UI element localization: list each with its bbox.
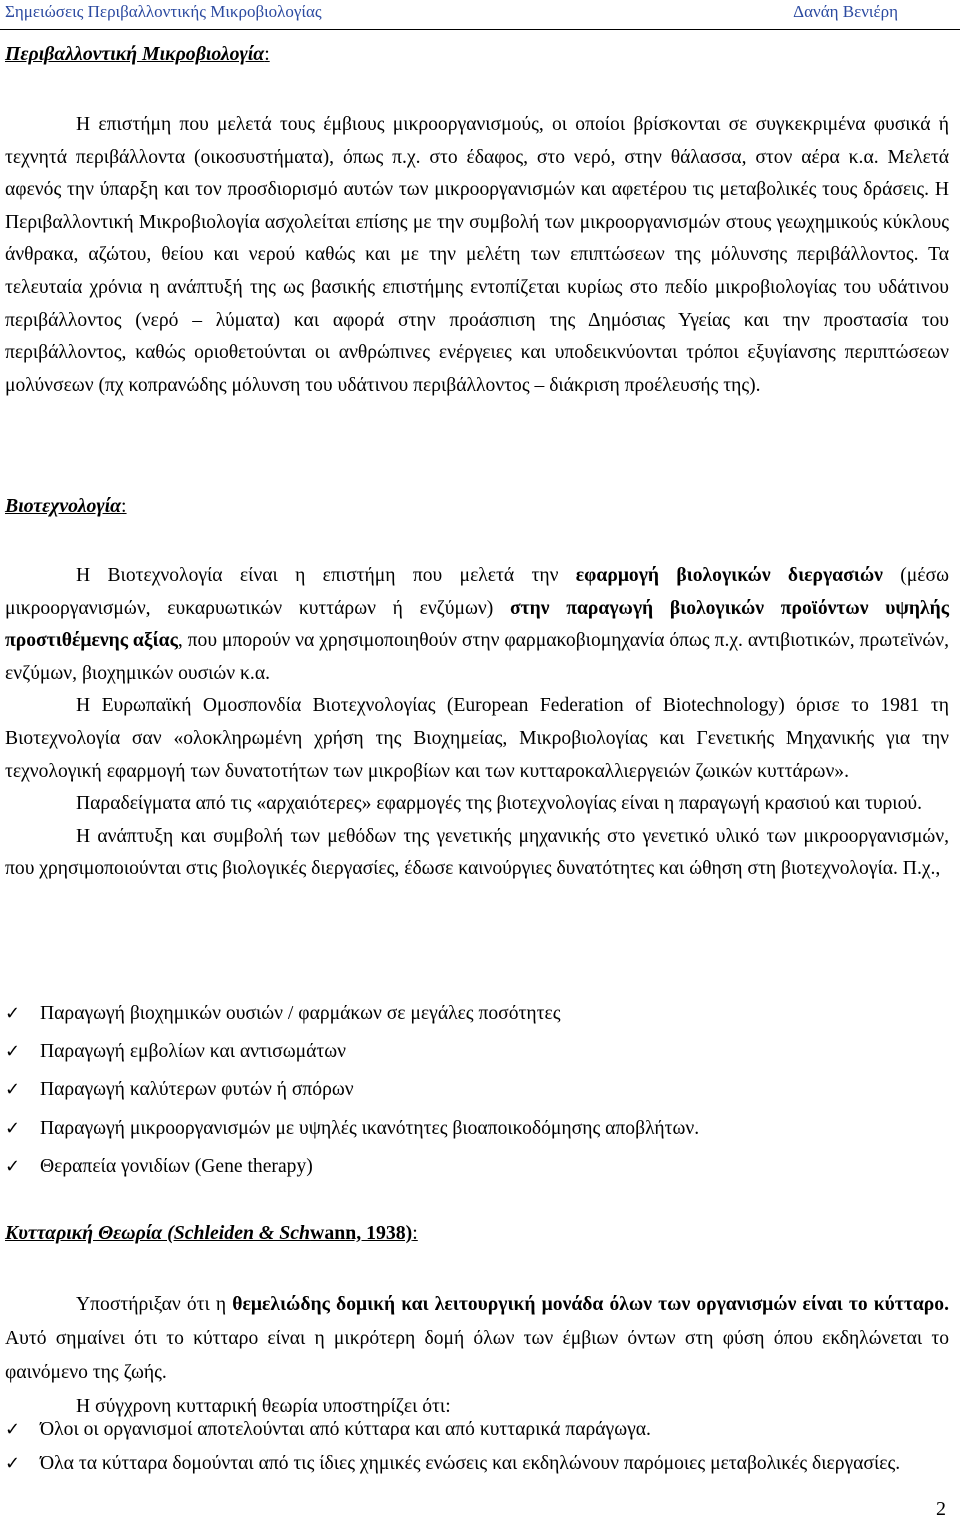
list-item: ✓ Παραγωγή βιοχημικών ουσιών / φαρμάκων σε μεγάλες ποσότητες xyxy=(5,995,949,1033)
cell-theory-list xyxy=(5,1413,949,1481)
section-environmental-microbiology xyxy=(5,109,949,402)
paragraph: Η Βιοτεχνολογία είναι η επιστήμη που μελετά την εφαρμογή βιολογικών διεργασιών (μέσω μικροοργανισμών, ευκαρυωτικών κυττάρων ή ενζύμων) στην παραγωγή βιολογικών προϊόντων υψηλής προστιθέμενης αξίας, που μπορούν να χρησιμοποιηθούν στην φαρμακοβιομηχανία όπως π.χ. αντιβιοτικών, πρωτεϊνών, ενζύμων, βιοχημικών ουσιών κ.α. xyxy=(5,565,950,684)
paragraph: Υποστήριξαν ότι η θεμελιώδης δομική και λειτουργική μονάδα όλων των οργανισμών είναι το κύτταρο. Αυτό σημαίνει ότι το κύτταρο είναι η μικρότερη δομή όλων των έμβιων όντων στη φύση όπου εκδηλώνεται το φαινόμενο της ζωής. xyxy=(5,1294,949,1383)
section-heading-environmental-microbiology: Περιβαλλοντική Μικροβιολογία: xyxy=(5,43,270,65)
section-heading-biotechnology: Βιοτεχνολογία: xyxy=(5,495,127,517)
biotech-applications-list xyxy=(5,995,949,1186)
header-author: Δανάη Βενιέρη xyxy=(793,2,898,21)
page-number: 2 xyxy=(936,1498,946,1520)
paragraph: Η σύγχρονη κυτταρική θεωρία υποστηρίζει ότι: xyxy=(76,1396,451,1417)
list-item: ✓ Θεραπεία γονιδίων (Gene therapy) xyxy=(5,1148,949,1186)
section-cell-theory xyxy=(5,1288,949,1424)
list-item: ✓ Όλα τα κύτταρα δομούνται από τις ίδιες χημικές ενώσεις και εκδηλώνουν παρόμοιες μεταβολικές διεργασίες. xyxy=(5,1447,949,1481)
list-item: ✓ Παραγωγή εμβολίων και αντισωμάτων xyxy=(5,1033,949,1071)
section-heading-cell-theory: Κυτταρική Θεωρία (Schleiden & Schwann, 1938): xyxy=(5,1222,418,1244)
paragraph: Η ανάπτυξη και συμβολή των μεθόδων της γενετικής μηχανικής στο γενετικό υλικό των μικροοργανισμών, που χρησιμοποιούνται στις βιολογικές διεργασίες, έδωσε καινούργιες δυνατότητες και ώθηση στη βιοτεχνολογία. Π.χ., xyxy=(5,825,949,880)
paragraph: Η επιστήμη που μελετά τους έμβιους μικροοργανισμούς, οι οποίοι βρίσκονται σε συγκεκριμένα φυσικά ή τεχνητά περιβάλλοντα (οικοσυστήματα), όπως π.χ. στο έδαφος, στο νερό, στην θάλασσα, στον αέρα κ.α. Μελετά αφενός την ύπαρξη και τον προσδιορισμό αυτών των μικροοργανισμών και αφετέρου τις μεταβολικές τους δράσεις. Η Περιβαλλοντική Μικροβιολογία ασχολείται επίσης με την συμβολή των μικροοργανισμών στους γεωχημικούς κύκλους άνθρακα, αζώτου, θείου και νερού καθώς και με την μελέτη των επιπτώσεων της μόλυνσης περιβάλλοντος. Τα τελευταία χρόνια η ανάπτυξή της ως βασικής επιστήμης εντοπίζεται κυρίως στο πεδίο μικροβιολογίας του υδάτινου περιβάλλοντος (νερό – λύματα) και αφορά στην προάσπιση της Δημόσιας Υγείας και την προστασία του περιβάλλοντος, καθώς οριοθετούνται οι ανθρώπινες ενέργειες και υποδεικνύονται τρόποι εξυγίανσης περιπτώσεων μολύνσεων (πχ κοπρανώδης μόλυνση του υδάτινου περιβάλλοντος – διάκριση προέλευσής της). xyxy=(5,114,950,396)
list-item: ✓ Παραγωγή μικροοργανισμών με υψηλές ικανότητες βιοαποικοδόμησης αποβλήτων. xyxy=(5,1110,949,1148)
header-title: Σημειώσεις Περιβαλλοντικής Μικροβιολογίας xyxy=(5,2,322,21)
list-item: ✓ Όλοι οι οργανισμοί αποτελούνται από κύτταρα και από κυτταρικά παράγωγα. xyxy=(5,1413,949,1447)
check-icon: ✓ xyxy=(5,1003,21,1024)
check-icon: ✓ xyxy=(5,1419,21,1440)
section-biotechnology xyxy=(5,560,949,886)
paragraph: Η Ευρωπαϊκή Ομοσπονδία Βιοτεχνολογίας (European Federation of Biotechnology) όρισε το 1981 τη Βιοτεχνολογία σαν «ολοκληρωμένη χρήση της Βιοχημείας, Μικροβιολογίας και Γενετικής Μηχανικής για την τεχνολογική εφαρμογή των δυνατοτήτων των μικροβίων και των κυτταροκαλλιεργειών ζωικών κυττάρων». xyxy=(5,695,949,782)
check-icon: ✓ xyxy=(5,1117,21,1139)
check-icon: ✓ xyxy=(5,1453,21,1474)
list-item: ✓ Παραγωγή καλύτερων φυτών ή σπόρων xyxy=(5,1071,949,1109)
paragraph: Παραδείγματα από τις «αρχαιότερες» εφαρμογές της βιοτεχνολογίας είναι η παραγωγή κρασιού και τυριού. xyxy=(76,793,922,815)
check-icon: ✓ xyxy=(5,1155,21,1177)
check-icon: ✓ xyxy=(5,1079,21,1101)
page-header xyxy=(0,0,960,30)
check-icon: ✓ xyxy=(5,1041,21,1063)
